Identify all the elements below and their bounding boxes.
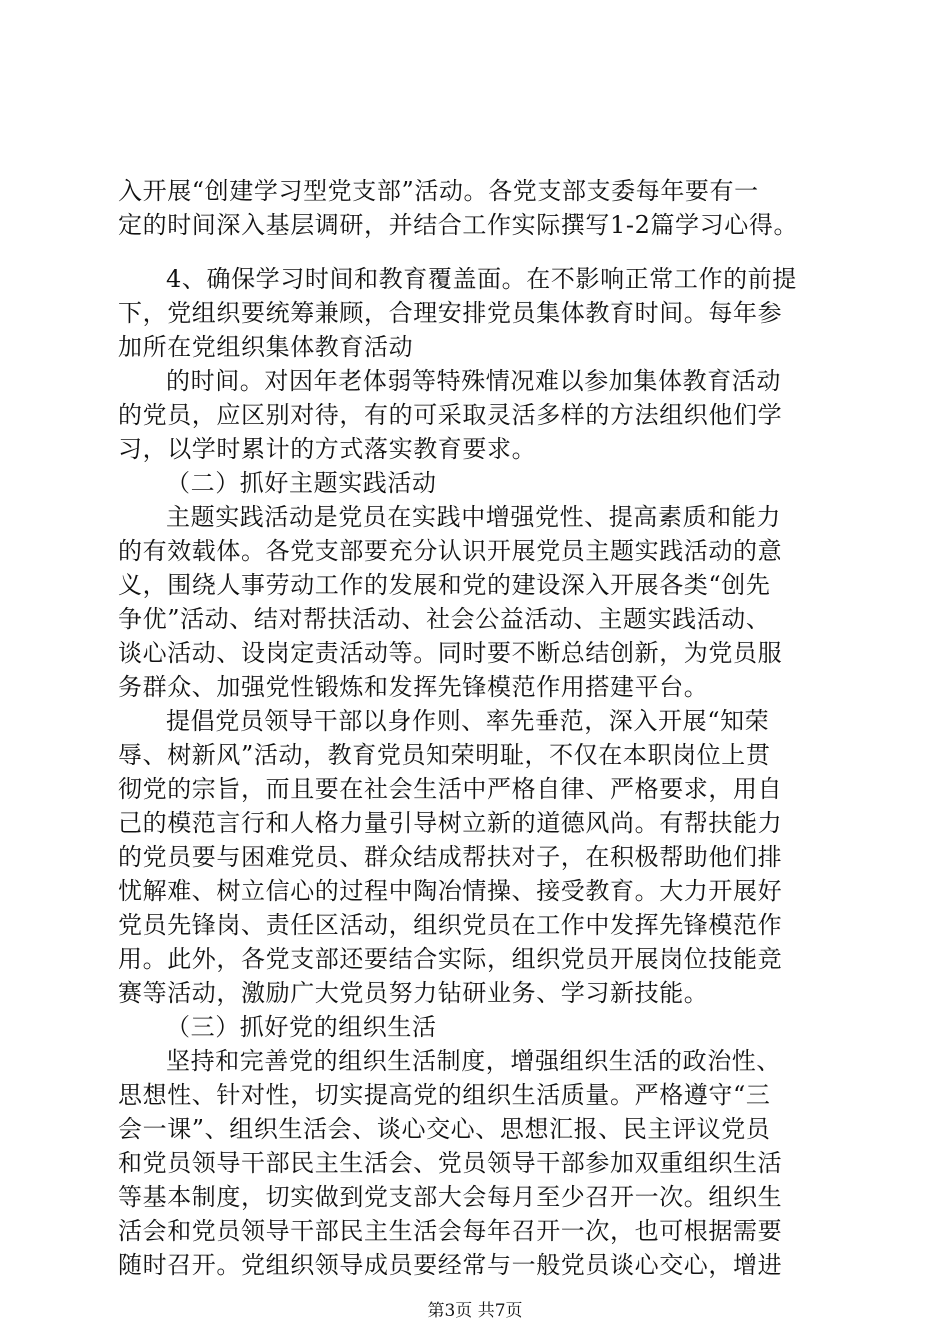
- text-line: 用。此外，各党支部还要结合实际，组织党员开展岗位技能竞: [118, 945, 783, 973]
- text-line: 主题实践活动是党员在实践中增强党性、提高素质和能力: [166, 503, 781, 531]
- text-line: 思想性、针对性，切实提高党的组织生活质量。严格遵守“三: [118, 1081, 771, 1109]
- text-line: 加所在党组织集体教育活动: [118, 333, 414, 361]
- section-heading: （三）抓好党的组织生活: [166, 1013, 437, 1041]
- text-line: 义，围绕人事劳动工作的发展和党的建设深入开展各类“创先: [118, 571, 771, 599]
- text-line: 定的时间深入基层调研，并结合工作实际撰写1-2篇学习心得。: [118, 211, 799, 239]
- text-line: 随时召开。党组织领导成员要经常与一般党员谈心交心，增进: [118, 1251, 783, 1279]
- text-line: 的党员，应区别对待，有的可采取灵活多样的方法组织他们学: [118, 401, 783, 429]
- text-line: 和党员领导干部民主生活会、党员领导干部参加双重组织生活: [118, 1149, 783, 1177]
- text-line: 等基本制度，切实做到党支部大会每月至少召开一次。组织生: [118, 1183, 783, 1211]
- text-line: 的党员要与困难党员、群众结成帮扶对子，在积极帮助他们排: [118, 843, 783, 871]
- text-line: 下，党组织要统筹兼顾，合理安排党员集体教育时间。每年参: [118, 299, 783, 327]
- text-line: 提倡党员领导干部以身作则、率先垂范，深入开展“知荣: [166, 707, 770, 735]
- section-heading: （二）抓好主题实践活动: [166, 469, 437, 497]
- text-line: 活会和党员领导干部民主生活会每年召开一次，也可根据需要: [118, 1217, 783, 1245]
- text-line: 彻党的宗旨，而且要在社会生活中严格自律、严格要求，用自: [118, 775, 783, 803]
- text-line: 忧解难、树立信心的过程中陶冶情操、接受教育。大力开展好: [118, 877, 783, 905]
- text-line: 争优”活动、结对帮扶活动、社会公益活动、主题实践活动、: [118, 605, 771, 633]
- text-line: 的有效载体。各党支部要充分认识开展党员主题实践活动的意: [118, 537, 783, 565]
- text-line: 的时间。对因年老体弱等特殊情况难以参加集体教育活动: [166, 367, 781, 395]
- text-line: 务群众、加强党性锻炼和发挥先锋模范作用搭建平台。: [118, 673, 709, 701]
- page-number: 第3页 共7页: [427, 1301, 523, 1321]
- text-line: 赛等活动，激励广大党员努力钻研业务、学习新技能。: [118, 979, 709, 1007]
- text-line: 会一课”、组织生活会、谈心交心、思想汇报、民主评议党员: [118, 1115, 771, 1143]
- text-line: 辱、树新风”活动，教育党员知荣明耻，不仅在本职岗位上贯: [118, 741, 771, 769]
- text-line: 入开展“创建学习型党支部”活动。各党支部支委每年要有一: [118, 177, 759, 205]
- text-line: 党员先锋岗、责任区活动，组织党员在工作中发挥先锋模范作: [118, 911, 783, 939]
- text-line: 4、确保学习时间和教育覆盖面。在不影响正常工作的前提: [166, 265, 797, 293]
- text-line: 习，以学时累计的方式落实教育要求。: [118, 435, 537, 463]
- text-line: 谈心活动、设岗定责活动等。同时要不断总结创新，为党员服: [118, 639, 783, 667]
- text-line: 坚持和完善党的组织生活制度，增强组织生活的政治性、: [166, 1047, 781, 1075]
- text-line: 己的模范言行和人格力量引导树立新的道德风尚。有帮扶能力: [118, 809, 783, 837]
